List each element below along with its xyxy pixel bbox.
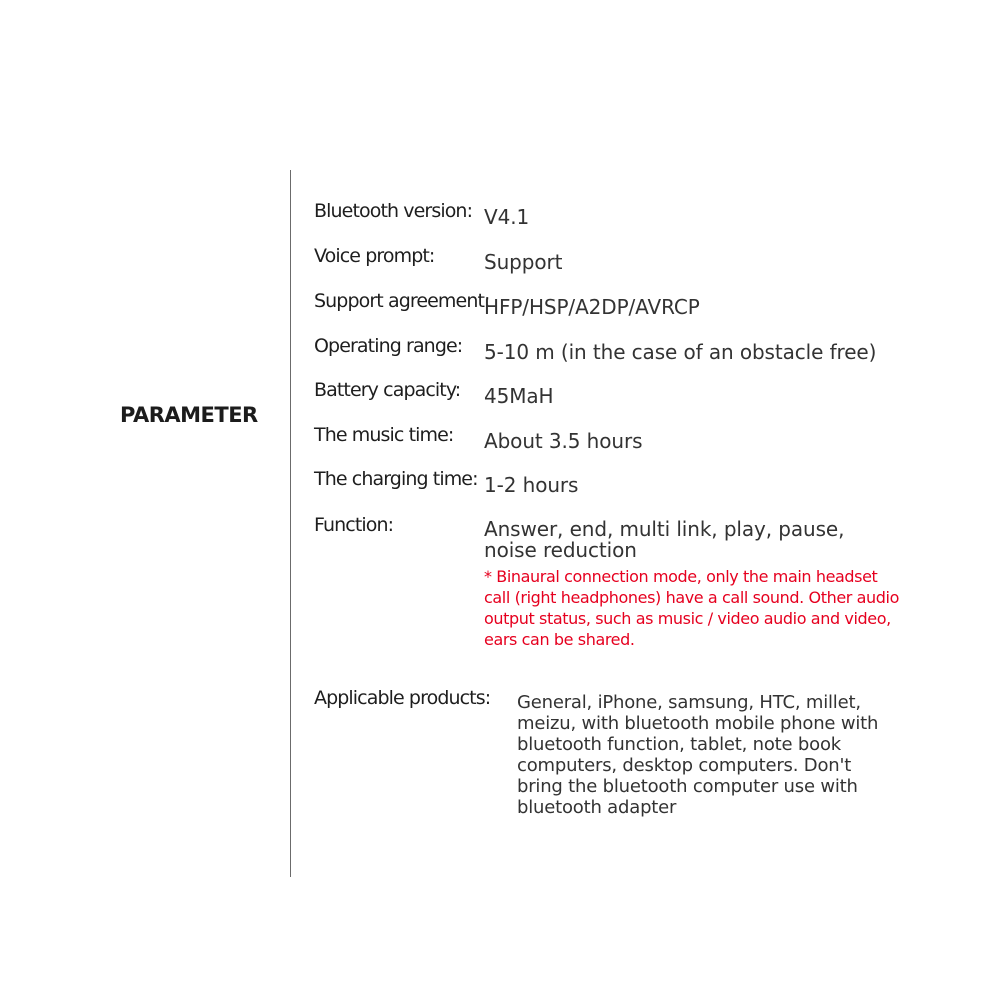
- param-label: Voice prompt:: [314, 245, 435, 267]
- section-title: PARAMETER: [120, 403, 258, 427]
- param-value: 45MaH: [484, 384, 554, 408]
- param-value: General, iPhone, samsung, HTC, millet, meizu, with bluetooth mobile phone with bluetooth function, tablet, note book computers, desktop computers. Don't bring the bluetooth computer use with bluetooth adapter: [517, 692, 879, 818]
- param-value: Support: [484, 250, 563, 274]
- param-value: V4.1: [484, 205, 530, 229]
- param-value: 1-2 hours: [484, 473, 579, 497]
- param-label: Function:: [314, 514, 394, 536]
- param-value: 5-10 m (in the case of an obstacle free): [484, 340, 877, 364]
- vertical-divider: [290, 170, 291, 877]
- param-label: Bluetooth version:: [314, 200, 473, 222]
- param-value: HFP/HSP/A2DP/AVRCP: [484, 295, 700, 319]
- param-label: The charging time:: [314, 468, 478, 490]
- param-value: Answer, end, multi link, play, pause, noise reduction: [484, 517, 845, 562]
- param-label: Applicable products:: [314, 687, 491, 709]
- param-value: About 3.5 hours: [484, 429, 643, 453]
- param-label: Support agreement:: [314, 290, 490, 312]
- param-label: The music time:: [314, 424, 454, 446]
- param-label: Battery capacity:: [314, 379, 461, 401]
- function-note: * Binaural connection mode, only the main headset call (right headphones) have a call sound. Other audio output status, such as music / video audio and video, ears can be shared.: [484, 567, 899, 649]
- param-label: Operating range:: [314, 335, 463, 357]
